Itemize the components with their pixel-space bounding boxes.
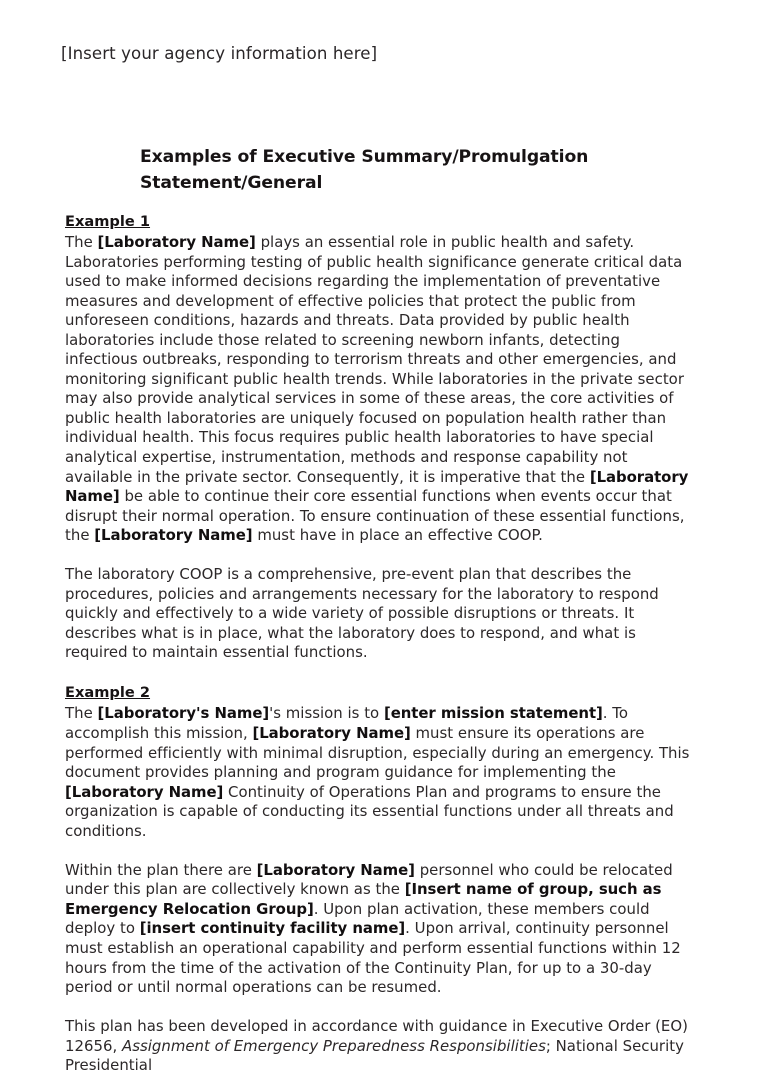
section-heading-example-1 <box>65 211 692 233</box>
text-run: The <box>65 233 98 251</box>
section-heading-example-2 <box>65 682 692 704</box>
agency-information-header: [Insert your agency information here] <box>61 44 378 63</box>
section-heading-label: Example 2 <box>65 684 151 702</box>
placeholder-token: [Laboratory Name] <box>252 724 411 743</box>
paragraph <box>65 233 692 546</box>
text-run: must have in place an effective COOP. <box>252 526 543 545</box>
page-title: Examples of Executive Summary/Promulgation Statement/General <box>140 147 589 193</box>
paragraph <box>65 1017 692 1076</box>
text-run: must ensure its operations are performed efficiently with minimal disruption, especially during an emergency. This document provides planning and program guidance for implementing the <box>65 724 690 782</box>
text-run: personnel who could be relocated under this plan are collectively known as the <box>65 860 673 899</box>
text-run: plays an essential role in public health and safety. Laboratories performing testing of public health significance generate critical data used to make informed decisions regarding the implementation of preventative measures and development of effective policies that protect the public from unforeseen conditions, hazards and threats. Data provided by public health laboratories include those related to screening newborn infants, detecting infectious outbreaks, responding to terrorism threats and other emergencies, and monitoring significant public health trends. While laboratories in the private sector may also provide analytical services in some of these areas, the core activities of public health laboratories are uniquely focused on population health rather than individual health. This focus requires public health laboratories to have special analytical expertise, instrumentation, methods and response capability not available in the private sector. Consequently, it is imperative that the <box>65 233 684 486</box>
section-heading-label: Example 1 <box>65 213 151 230</box>
text-run: This plan has been developed in accordance with guidance in Executive Order (EO) 12656, <box>65 1017 688 1055</box>
placeholder-token: [Insert name of group, such as Emergency Relocation Group] <box>65 880 662 918</box>
section-spacer <box>65 663 692 683</box>
placeholder-token: [insert continuity facility name] <box>139 919 406 938</box>
text-run: 's mission is to <box>269 704 384 723</box>
text-run: Within the plan there are <box>65 860 257 879</box>
paragraph-spacer <box>65 998 692 1018</box>
placeholder-token: [Laboratory Name] <box>94 526 253 545</box>
text-run: Continuity of Operations Plan and programs to ensure the organization is capable of conducting its essential functions under all threats and conditions. <box>65 782 674 840</box>
text-run: The laboratory COOP is a comprehensive, pre-event plan that describes the procedures, policies and arrangements necessary for the laboratory to respond quickly and effectively to a wide variety of possible disruptions or threats. It describes what is in place, what the laboratory does to respond, and what is required to maintain essential functions. <box>65 565 659 662</box>
paragraph <box>65 704 692 841</box>
text-run: . Upon plan activation, these members could deploy to <box>65 899 650 938</box>
placeholder-token: [Laboratory Name] <box>65 782 224 801</box>
text-run: be able to continue their core essential functions when events occur that disrupt their normal operation. To ensure continuation of these essential functions, the <box>65 487 685 545</box>
text-run: The <box>65 704 98 723</box>
placeholder-token: [enter mission statement] <box>383 704 603 723</box>
placeholder-token: [Laboratory Name] <box>97 233 256 251</box>
placeholder-token: [Laboratory Name] <box>65 467 689 506</box>
paragraph-spacer <box>65 546 692 566</box>
paragraph <box>65 861 692 998</box>
text-run: . To accomplish this mission, <box>65 704 629 743</box>
document-body <box>65 211 692 1076</box>
paragraph <box>65 565 692 663</box>
paragraph-spacer <box>65 841 692 861</box>
text-run: ; National Security Presidential <box>65 1036 684 1075</box>
italic-title-text: Assignment of Emergency Preparedness Responsibilities <box>121 1036 546 1055</box>
text-run: . Upon arrival, continuity personnel must establish an operational capability and perform essential functions within 12 hours from the time of the activation of the Continuity Plan, for up to a 30-day period or until normal operations can be resumed. <box>65 919 681 997</box>
placeholder-token: [Laboratory's Name] <box>97 704 270 723</box>
placeholder-token: [Laboratory Name] <box>256 860 415 879</box>
